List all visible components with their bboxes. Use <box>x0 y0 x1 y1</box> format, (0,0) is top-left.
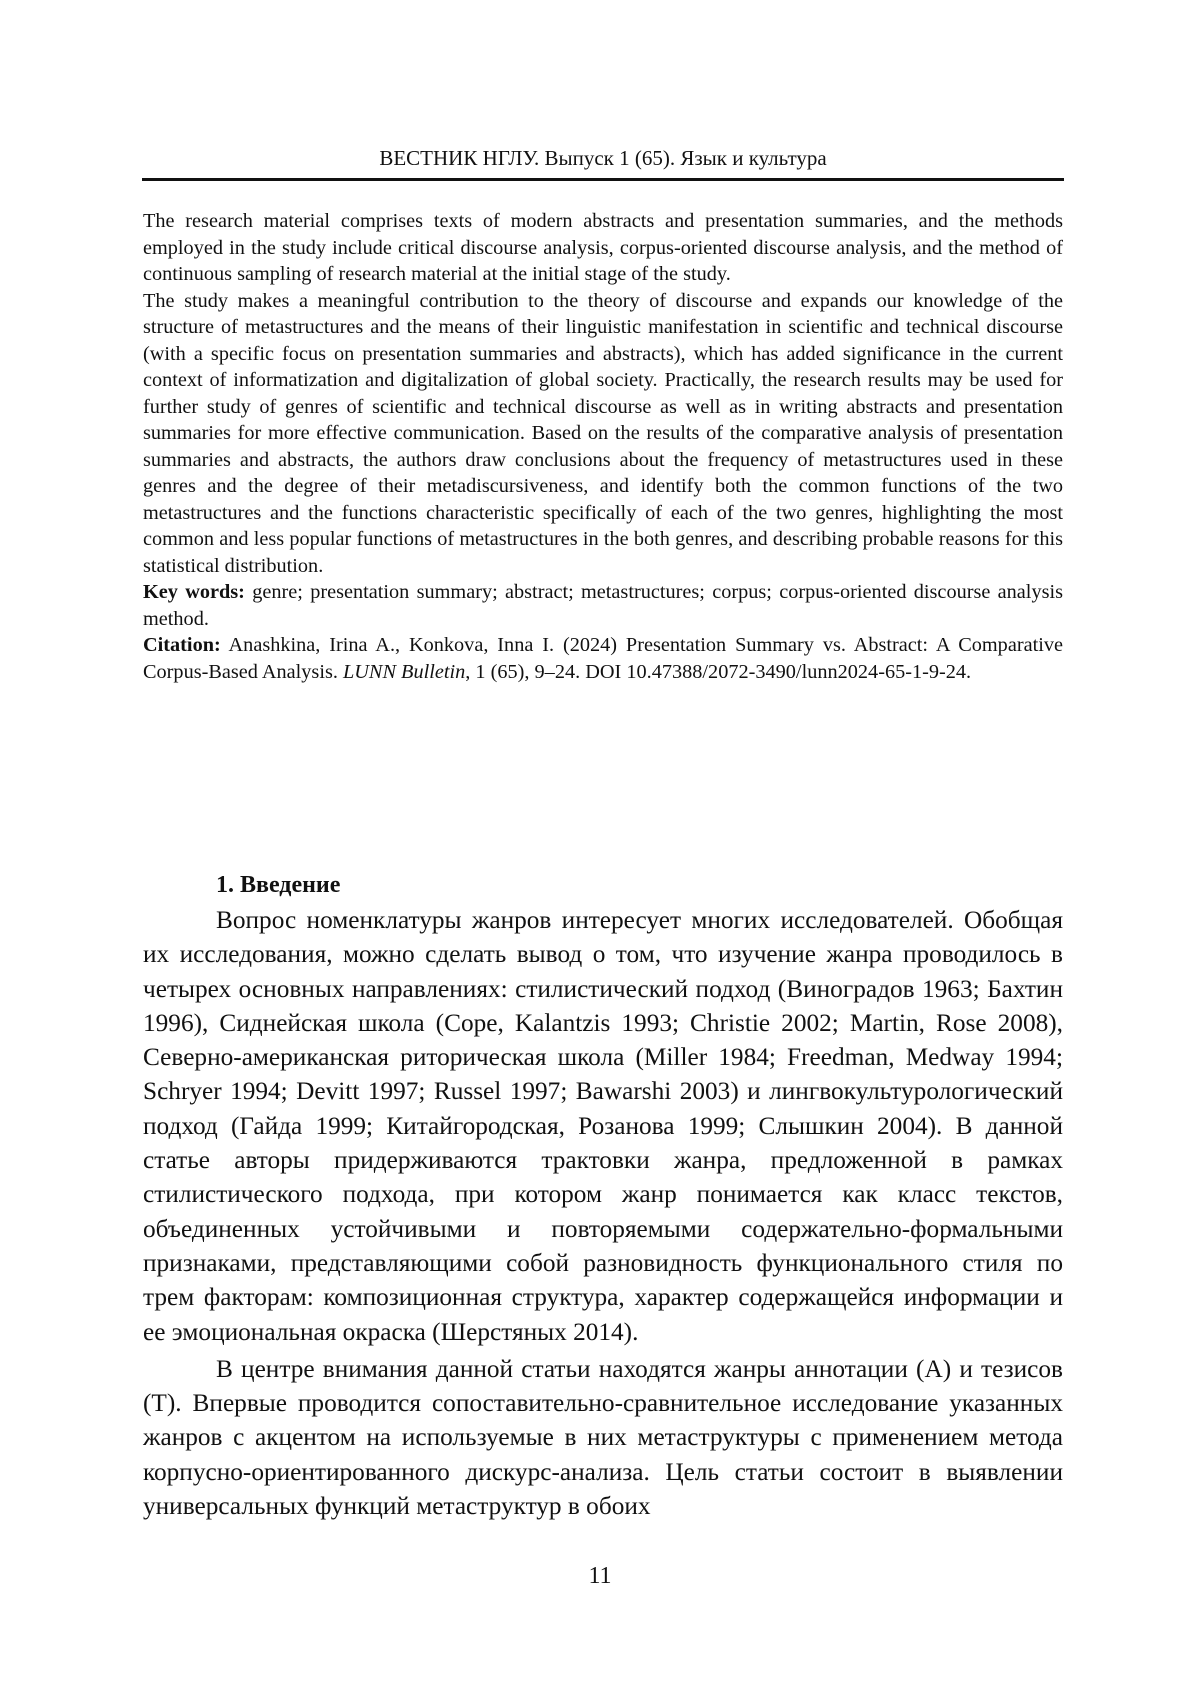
abstract-paragraph: The research material comprises texts of modern abstracts and presentation summaries, and the methods employed in the study include critical discourse analysis, corpus-oriented discourse analysis, and the method of continuous sampling of research material at the initial stage of the study. <box>143 210 1063 285</box>
citation-details: , 1 (65), 9–24. DOI 10.47388/2072-3490/lunn2024-65-1-9-24. <box>465 660 972 683</box>
citation-journal: LUNN Bulletin <box>343 660 466 683</box>
body-paragraph: Вопрос номенклатуры жанров интересует многих исследователей. Обобщая их исследования, можно сделать вывод о том, что изучение жанра проводилось в четырех основных направлениях: стилистический подход (Виноградов 1963; Бахтин 1996), Сиднейская школа (Cope, Kalantzis 1993; Christie 2002; Martin, Rose 2008), Северно-американская риторическая школа (Miller 1984; Freedman, Medway 1994; Schryer 1994; Devitt 1997; Russel 1997; Bawarshi 2003) и лингвокультурологический подход (Гайда 1999; Китайгородская, Розанова 1999; Слышкин 2004). В данной статье авторы придерживаются трактовки жанра, предложенной в рамках стилистического подхода, при котором жанр понимается как класс текстов, объединенных устойчивыми и повторяемыми содержательно-формальными признаками, представляющими собой разновидность функционального стиля по трем факторам: композиционная структура, характер содержащейся информации и ее эмоциональная окраска (Шерстяных 2014). <box>143 906 1063 1346</box>
page-number: 11 <box>588 1563 612 1589</box>
keywords-text: genre; presentation summary; abstract; metastructures; corpus; corpus-oriented discourse analysis method. <box>143 581 1064 630</box>
citation-text: Anashkina, Irina A., Konkova, Inna I. (2024) Presentation Summary vs. Abstract: A Comparative Corpus-Based Analysis. <box>143 634 1063 683</box>
body-paragraph: В центре внимания данной статьи находятся жанры аннотации (А) и тезисов (Т). Впервые проводится сопоставительно-сравнительное исследование указанных жанров с акцентом на используемые в них метаструктуры с применением метода корпусно-ориентированного дискурс-анализа. Цель статьи состоит в выявлении универсальных функций метаструктур в обоих <box>143 1354 1063 1521</box>
citation <box>143 632 1063 685</box>
abstract-paragraph: The study makes a meaningful contribution to the theory of discourse and expands our knowledge of the structure of metastructures and the means of their linguistic manifestation in scientific and technical discourse (with a specific focus on presentation summaries and abstracts), which has added significance in the current context of informatization and digitalization of global society. Practically, the research results may be used for further study of genres of scientific and technical discourse as well as in writing abstracts and presentation summaries for more effective communication. Based on the results of the comparative analysis of presentation summaries and abstracts, the authors draw conclusions about the frequency of metastructures used in these genres and the degree of their metadiscursiveness, and identify both the common functions of the two metastructures and the functions characteristic specifically of each of the two genres, highlighting the most common and less popular functions of metastructures in the both genres, and describing probable reasons for this statistical distribution. <box>143 289 1063 577</box>
section-heading: 1. Введение <box>216 872 341 898</box>
abstract-block <box>143 208 1063 685</box>
running-head: ВЕСТНИК НГЛУ. Выпуск 1 (65). Язык и культура <box>142 143 1064 181</box>
keywords <box>143 579 1063 632</box>
keywords-label: Key words: <box>143 581 245 603</box>
citation-label: Citation: <box>143 634 221 656</box>
section-body <box>143 903 1063 1523</box>
